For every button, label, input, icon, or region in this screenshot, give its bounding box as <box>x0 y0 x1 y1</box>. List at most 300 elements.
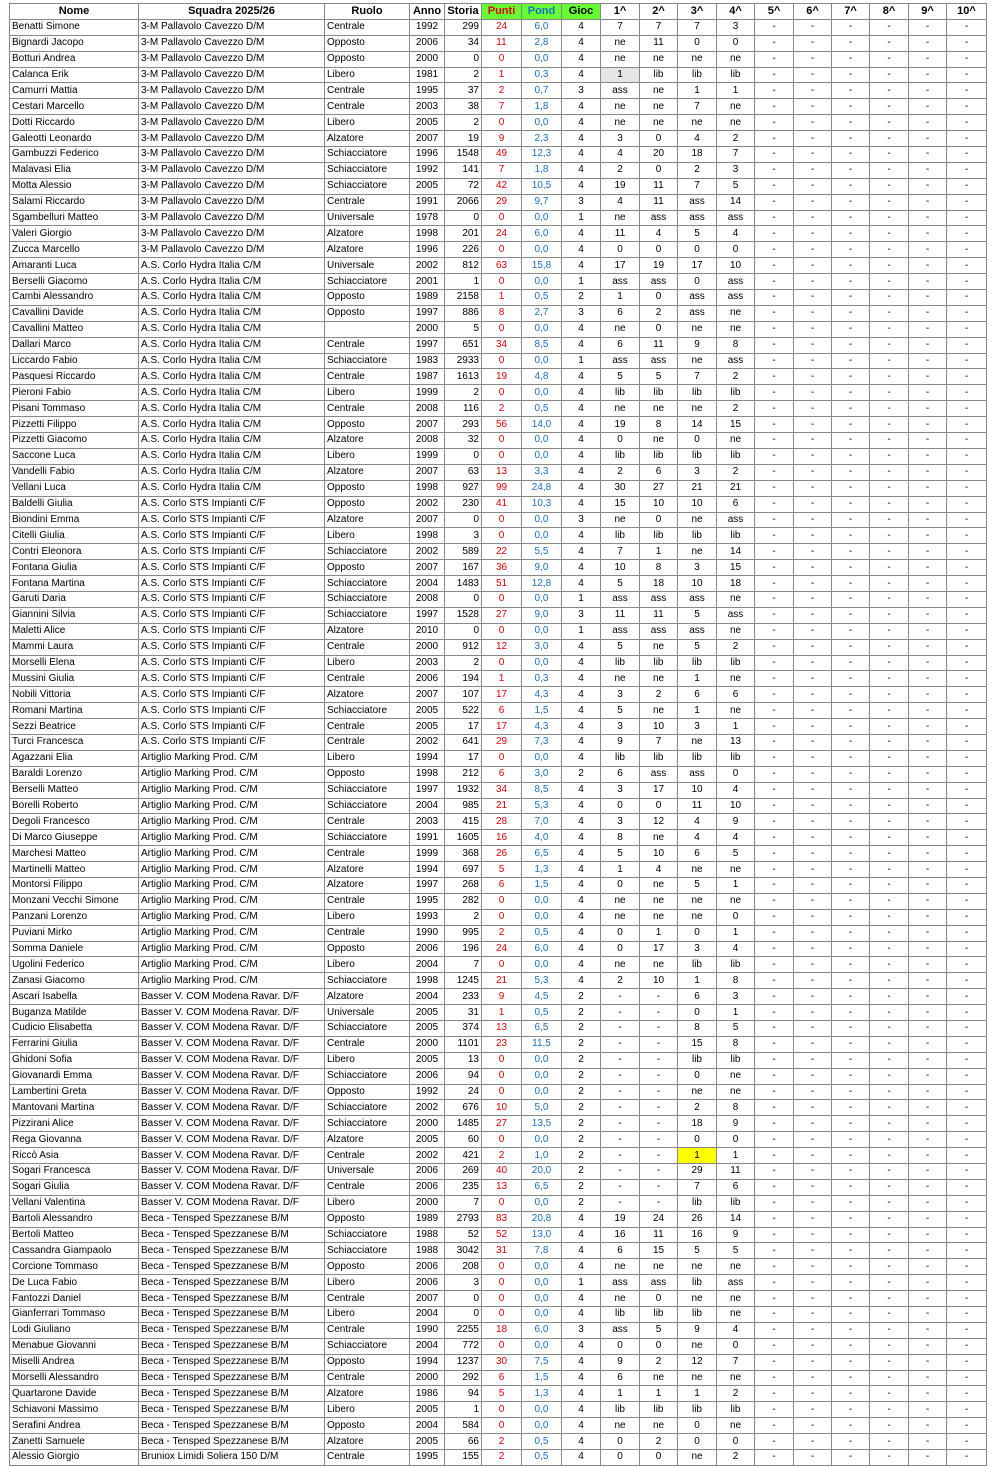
cell-g1: - <box>601 1148 640 1164</box>
cell-squadra: A.S. Corlo Hydra Italia C/M <box>139 464 325 480</box>
cell-g5: - <box>755 67 794 83</box>
cell-ruolo: Opposto <box>325 1354 410 1370</box>
cell-gioc: 4 <box>562 448 601 464</box>
table-row <box>10 1164 987 1180</box>
cell-g9: - <box>909 1370 947 1386</box>
cell-g7: - <box>832 194 870 210</box>
cell-gioc: 4 <box>562 1386 601 1402</box>
cell-g3: lib <box>678 655 717 671</box>
cell-g9: - <box>909 862 947 878</box>
cell-g4: lib <box>717 750 755 766</box>
cell-g9: - <box>909 1100 947 1116</box>
cell-g9: - <box>909 226 947 242</box>
cell-anno: 1997 <box>410 305 445 321</box>
cell-gioc: 4 <box>562 464 601 480</box>
table-row <box>10 337 987 353</box>
cell-g3: 10 <box>678 576 717 592</box>
cell-storia: 1 <box>445 274 482 290</box>
cell-storia: 368 <box>445 846 482 862</box>
cell-anno: 2004 <box>410 798 445 814</box>
cell-storia: 1485 <box>445 1116 482 1132</box>
cell-g8: - <box>870 353 909 369</box>
cell-g2: 15 <box>640 1243 678 1259</box>
cell-g10: - <box>947 1275 987 1291</box>
cell-g5: - <box>755 1275 794 1291</box>
cell-g9: - <box>909 178 947 194</box>
cell-g1: 7 <box>601 19 640 35</box>
cell-g9: - <box>909 67 947 83</box>
cell-g9: - <box>909 1402 947 1418</box>
cell-g8: - <box>870 576 909 592</box>
cell-g6: - <box>794 147 832 163</box>
cell-gioc: 4 <box>562 147 601 163</box>
cell-g4: 2 <box>717 1386 755 1402</box>
cell-squadra: 3-M Pallavolo Cavezzo D/M <box>139 67 325 83</box>
cell-punti: 27 <box>482 1116 522 1132</box>
cell-gioc: 4 <box>562 814 601 830</box>
cell-storia: 201 <box>445 226 482 242</box>
cell-nome: Vandelli Fabio <box>10 464 139 480</box>
cell-g6: - <box>794 1068 832 1084</box>
cell-gioc: 4 <box>562 321 601 337</box>
cell-g6: - <box>794 798 832 814</box>
cell-anno: 1986 <box>410 1386 445 1402</box>
cell-g1: - <box>601 1132 640 1148</box>
cell-punti: 0 <box>482 623 522 639</box>
cell-g4: 2 <box>717 401 755 417</box>
cell-punti: 83 <box>482 1211 522 1227</box>
cell-pond: 0,0 <box>522 353 562 369</box>
cell-nome: Sezzi Beatrice <box>10 719 139 735</box>
cell-g7: - <box>832 337 870 353</box>
cell-ruolo: Schiacciatore <box>325 1227 410 1243</box>
cell-g2: 27 <box>640 480 678 496</box>
cell-g1: 10 <box>601 560 640 576</box>
cell-anno: 1997 <box>410 337 445 353</box>
cell-squadra: A.S. Corlo STS Impianti C/F <box>139 512 325 528</box>
cell-pond: 6,0 <box>522 941 562 957</box>
cell-anno: 2005 <box>410 1434 445 1450</box>
cell-g5: - <box>755 1132 794 1148</box>
cell-g9: - <box>909 814 947 830</box>
cell-g4: 2 <box>717 639 755 655</box>
cell-g4: 5 <box>717 1021 755 1037</box>
cell-punti: 17 <box>482 687 522 703</box>
cell-pond: 0,0 <box>522 1418 562 1434</box>
cell-ruolo: Libero <box>325 909 410 925</box>
cell-g1: 16 <box>601 1227 640 1243</box>
table-row <box>10 210 987 226</box>
cell-g5: - <box>755 1179 794 1195</box>
cell-pond: 0,0 <box>522 655 562 671</box>
table-row <box>10 226 987 242</box>
cell-pond: 11,5 <box>522 1036 562 1052</box>
table-row <box>10 1036 987 1052</box>
cell-g1: 1 <box>601 1386 640 1402</box>
cell-g2: ne <box>640 639 678 655</box>
cell-g10: - <box>947 1227 987 1243</box>
cell-g9: - <box>909 1307 947 1323</box>
cell-pond: 13,5 <box>522 1116 562 1132</box>
cell-g2: 2 <box>640 305 678 321</box>
cell-squadra: Artiglio Marking Prod. C/M <box>139 798 325 814</box>
cell-g8: - <box>870 877 909 893</box>
cell-anno: 2002 <box>410 496 445 512</box>
cell-g7: - <box>832 989 870 1005</box>
cell-anno: 2006 <box>410 1164 445 1180</box>
cell-g1: ne <box>601 321 640 337</box>
cell-g1: 2 <box>601 162 640 178</box>
cell-g6: - <box>794 1116 832 1132</box>
cell-g9: - <box>909 496 947 512</box>
table-row <box>10 305 987 321</box>
cell-pond: 0,0 <box>522 1132 562 1148</box>
cell-g7: - <box>832 496 870 512</box>
cell-g3: ass <box>678 623 717 639</box>
cell-pond: 0,0 <box>522 115 562 131</box>
cell-punti: 0 <box>482 655 522 671</box>
cell-g10: - <box>947 448 987 464</box>
cell-punti: 13 <box>482 1179 522 1195</box>
table-row <box>10 369 987 385</box>
cell-g9: - <box>909 703 947 719</box>
cell-g2: ne <box>640 115 678 131</box>
cell-nome: Gambuzzi Federico <box>10 147 139 163</box>
cell-punti: 0 <box>482 1132 522 1148</box>
cell-g2: ne <box>640 1370 678 1386</box>
cell-anno: 1988 <box>410 1227 445 1243</box>
table-row <box>10 258 987 274</box>
cell-storia: 155 <box>445 1450 482 1466</box>
cell-gioc: 4 <box>562 417 601 433</box>
cell-g3: 4 <box>678 830 717 846</box>
cell-g9: - <box>909 1132 947 1148</box>
cell-storia: 985 <box>445 798 482 814</box>
col-g6-header: 6^ <box>794 4 832 20</box>
cell-storia: 1613 <box>445 369 482 385</box>
cell-g6: - <box>794 417 832 433</box>
table-row <box>10 385 987 401</box>
cell-ruolo: Schiacciatore <box>325 830 410 846</box>
cell-g2: - <box>640 1068 678 1084</box>
cell-pond: 8,5 <box>522 337 562 353</box>
cell-g2: 8 <box>640 560 678 576</box>
cell-gioc: 4 <box>562 846 601 862</box>
cell-punti: 0 <box>482 353 522 369</box>
cell-g6: - <box>794 671 832 687</box>
cell-g3: ass <box>678 305 717 321</box>
cell-anno: 2000 <box>410 639 445 655</box>
cell-g7: - <box>832 671 870 687</box>
cell-ruolo: Opposto <box>325 1259 410 1275</box>
cell-g9: - <box>909 401 947 417</box>
cell-punti: 56 <box>482 417 522 433</box>
cell-punti: 49 <box>482 147 522 163</box>
cell-anno: 1995 <box>410 893 445 909</box>
cell-g5: - <box>755 385 794 401</box>
cell-g10: - <box>947 1259 987 1275</box>
cell-g9: - <box>909 1434 947 1450</box>
cell-squadra: A.S. Corlo Hydra Italia C/M <box>139 433 325 449</box>
cell-storia: 2 <box>445 385 482 401</box>
cell-g6: - <box>794 401 832 417</box>
cell-gioc: 4 <box>562 115 601 131</box>
cell-pond: 7,3 <box>522 734 562 750</box>
cell-g1: ne <box>601 210 640 226</box>
cell-pond: 1,3 <box>522 1386 562 1402</box>
cell-g10: - <box>947 1307 987 1323</box>
cell-g1: 0 <box>601 242 640 258</box>
cell-anno: 2001 <box>410 274 445 290</box>
cell-storia: 2 <box>445 909 482 925</box>
cell-pond: 6,5 <box>522 846 562 862</box>
cell-nome: Liccardo Fabio <box>10 353 139 369</box>
cell-punti: 2 <box>482 401 522 417</box>
cell-g7: - <box>832 1370 870 1386</box>
cell-g7: - <box>832 1418 870 1434</box>
cell-anno: 1978 <box>410 210 445 226</box>
cell-g3: 5 <box>678 226 717 242</box>
cell-squadra: Artiglio Marking Prod. C/M <box>139 846 325 862</box>
cell-g10: - <box>947 99 987 115</box>
cell-g8: - <box>870 496 909 512</box>
cell-g9: - <box>909 369 947 385</box>
cell-g4: 14 <box>717 544 755 560</box>
cell-g9: - <box>909 846 947 862</box>
cell-g2: 10 <box>640 846 678 862</box>
table-row <box>10 989 987 1005</box>
cell-g1: 7 <box>601 544 640 560</box>
cell-storia: 2 <box>445 655 482 671</box>
cell-g9: - <box>909 1386 947 1402</box>
col-g7-header: 7^ <box>832 4 870 20</box>
cell-g3: 29 <box>678 1164 717 1180</box>
cell-g4: 14 <box>717 1211 755 1227</box>
cell-g10: - <box>947 496 987 512</box>
cell-nome: Berselli Giacomo <box>10 274 139 290</box>
cell-g4: 1 <box>717 925 755 941</box>
cell-g2: ass <box>640 623 678 639</box>
cell-g7: - <box>832 782 870 798</box>
cell-g1: ne <box>601 1418 640 1434</box>
cell-nome: Ugolini Federico <box>10 957 139 973</box>
cell-storia: 1245 <box>445 973 482 989</box>
cell-punti: 0 <box>482 893 522 909</box>
table-row <box>10 1211 987 1227</box>
cell-squadra: A.S. Corlo STS Impianti C/F <box>139 576 325 592</box>
cell-punti: 24 <box>482 19 522 35</box>
cell-g4: 0 <box>717 766 755 782</box>
table-row <box>10 417 987 433</box>
cell-squadra: A.S. Corlo Hydra Italia C/M <box>139 290 325 306</box>
cell-g8: - <box>870 226 909 242</box>
cell-squadra: Beca - Tensped Spezzanese B/M <box>139 1322 325 1338</box>
cell-punti: 0 <box>482 957 522 973</box>
cell-g1: ass <box>601 83 640 99</box>
cell-punti: 26 <box>482 846 522 862</box>
cell-g6: - <box>794 496 832 512</box>
cell-g10: - <box>947 51 987 67</box>
cell-anno: 2003 <box>410 814 445 830</box>
cell-punti: 0 <box>482 210 522 226</box>
cell-g8: - <box>870 1068 909 1084</box>
table-row <box>10 1322 987 1338</box>
cell-g1: 3 <box>601 719 640 735</box>
cell-g6: - <box>794 782 832 798</box>
cell-g6: - <box>794 846 832 862</box>
cell-nome: Cestari Marcello <box>10 99 139 115</box>
cell-storia: 1605 <box>445 830 482 846</box>
cell-g10: - <box>947 1291 987 1307</box>
cell-g5: - <box>755 290 794 306</box>
cell-g1: 0 <box>601 877 640 893</box>
cell-g10: - <box>947 321 987 337</box>
cell-g6: - <box>794 814 832 830</box>
cell-gioc: 4 <box>562 35 601 51</box>
cell-g8: - <box>870 290 909 306</box>
cell-g6: - <box>794 433 832 449</box>
cell-g4: 18 <box>717 576 755 592</box>
cell-nome: Cavallini Davide <box>10 305 139 321</box>
cell-g3: 17 <box>678 258 717 274</box>
cell-g3: 1 <box>678 671 717 687</box>
cell-gioc: 4 <box>562 782 601 798</box>
cell-ruolo: Alzatore <box>325 877 410 893</box>
cell-g6: - <box>794 719 832 735</box>
cell-g10: - <box>947 35 987 51</box>
cell-g5: - <box>755 496 794 512</box>
cell-g10: - <box>947 1084 987 1100</box>
cell-anno: 1995 <box>410 1450 445 1466</box>
cell-g4: 4 <box>717 830 755 846</box>
cell-gioc: 2 <box>562 1084 601 1100</box>
cell-storia: 7 <box>445 957 482 973</box>
cell-punti: 11 <box>482 35 522 51</box>
cell-g9: - <box>909 1068 947 1084</box>
cell-g6: - <box>794 1036 832 1052</box>
cell-g6: - <box>794 639 832 655</box>
cell-g10: - <box>947 147 987 163</box>
cell-nome: Giannini Silvia <box>10 607 139 623</box>
table-row <box>10 973 987 989</box>
cell-g1: ass <box>601 591 640 607</box>
cell-pond: 1,5 <box>522 1370 562 1386</box>
cell-g1: lib <box>601 528 640 544</box>
cell-g3: 3 <box>678 941 717 957</box>
cell-nome: Valeri Giorgio <box>10 226 139 242</box>
cell-g1: 0 <box>601 941 640 957</box>
cell-ruolo: Centrale <box>325 893 410 909</box>
col-g8-header: 8^ <box>870 4 909 20</box>
cell-g1: 30 <box>601 480 640 496</box>
cell-nome: Maletti Alice <box>10 623 139 639</box>
cell-g1: ass <box>601 353 640 369</box>
cell-anno: 2002 <box>410 1148 445 1164</box>
cell-g10: - <box>947 1354 987 1370</box>
cell-g7: - <box>832 35 870 51</box>
col-pond-header: Pond <box>522 4 562 20</box>
cell-gioc: 4 <box>562 719 601 735</box>
cell-g7: - <box>832 591 870 607</box>
cell-g5: - <box>755 1084 794 1100</box>
table-row <box>10 290 987 306</box>
cell-pond: 6,5 <box>522 1179 562 1195</box>
cell-g5: - <box>755 1402 794 1418</box>
cell-nome: Di Marco Giuseppe <box>10 830 139 846</box>
cell-g2: lib <box>640 750 678 766</box>
cell-anno: 1994 <box>410 1354 445 1370</box>
cell-g4: 4 <box>717 941 755 957</box>
cell-nome: Salami Riccardo <box>10 194 139 210</box>
cell-pond: 9,7 <box>522 194 562 210</box>
cell-pond: 0,0 <box>522 1275 562 1291</box>
cell-g6: - <box>794 226 832 242</box>
cell-g10: - <box>947 1243 987 1259</box>
cell-g7: - <box>832 385 870 401</box>
cell-g1: 3 <box>601 814 640 830</box>
cell-g5: - <box>755 766 794 782</box>
cell-storia: 1932 <box>445 782 482 798</box>
cell-g4: ne <box>717 305 755 321</box>
cell-nome: Corcione Tommaso <box>10 1259 139 1275</box>
cell-g1: 4 <box>601 147 640 163</box>
cell-storia: 522 <box>445 703 482 719</box>
cell-g7: - <box>832 464 870 480</box>
cell-gioc: 4 <box>562 544 601 560</box>
cell-storia: 230 <box>445 496 482 512</box>
cell-g2: 1 <box>640 544 678 560</box>
cell-nome: Serafini Andrea <box>10 1418 139 1434</box>
cell-g5: - <box>755 274 794 290</box>
cell-g10: - <box>947 1005 987 1021</box>
cell-ruolo: Alzatore <box>325 1386 410 1402</box>
cell-anno: 1987 <box>410 369 445 385</box>
cell-pond: 2,8 <box>522 35 562 51</box>
cell-squadra: Beca - Tensped Spezzanese B/M <box>139 1291 325 1307</box>
cell-g7: - <box>832 623 870 639</box>
cell-g4: ne <box>717 623 755 639</box>
cell-ruolo: Centrale <box>325 194 410 210</box>
cell-nome: Monzani Vecchi Simone <box>10 893 139 909</box>
cell-g10: - <box>947 1450 987 1466</box>
cell-gioc: 4 <box>562 131 601 147</box>
cell-punti: 17 <box>482 719 522 735</box>
table-row <box>10 1402 987 1418</box>
stats-sheet <box>9 3 987 1466</box>
cell-g6: - <box>794 909 832 925</box>
cell-g2: 11 <box>640 1227 678 1243</box>
cell-g2: 11 <box>640 607 678 623</box>
cell-storia: 212 <box>445 766 482 782</box>
cell-storia: 268 <box>445 877 482 893</box>
cell-g2: ass <box>640 353 678 369</box>
cell-g9: - <box>909 464 947 480</box>
table-row <box>10 893 987 909</box>
cell-g5: - <box>755 194 794 210</box>
cell-g2: ne <box>640 433 678 449</box>
cell-g9: - <box>909 560 947 576</box>
cell-g7: - <box>832 274 870 290</box>
cell-g7: - <box>832 528 870 544</box>
cell-g9: - <box>909 1291 947 1307</box>
cell-g1: 6 <box>601 305 640 321</box>
cell-storia: 269 <box>445 1164 482 1180</box>
cell-g10: - <box>947 1164 987 1180</box>
cell-g6: - <box>794 862 832 878</box>
cell-g6: - <box>794 1132 832 1148</box>
cell-pond: 3,3 <box>522 464 562 480</box>
cell-ruolo: Universale <box>325 210 410 226</box>
